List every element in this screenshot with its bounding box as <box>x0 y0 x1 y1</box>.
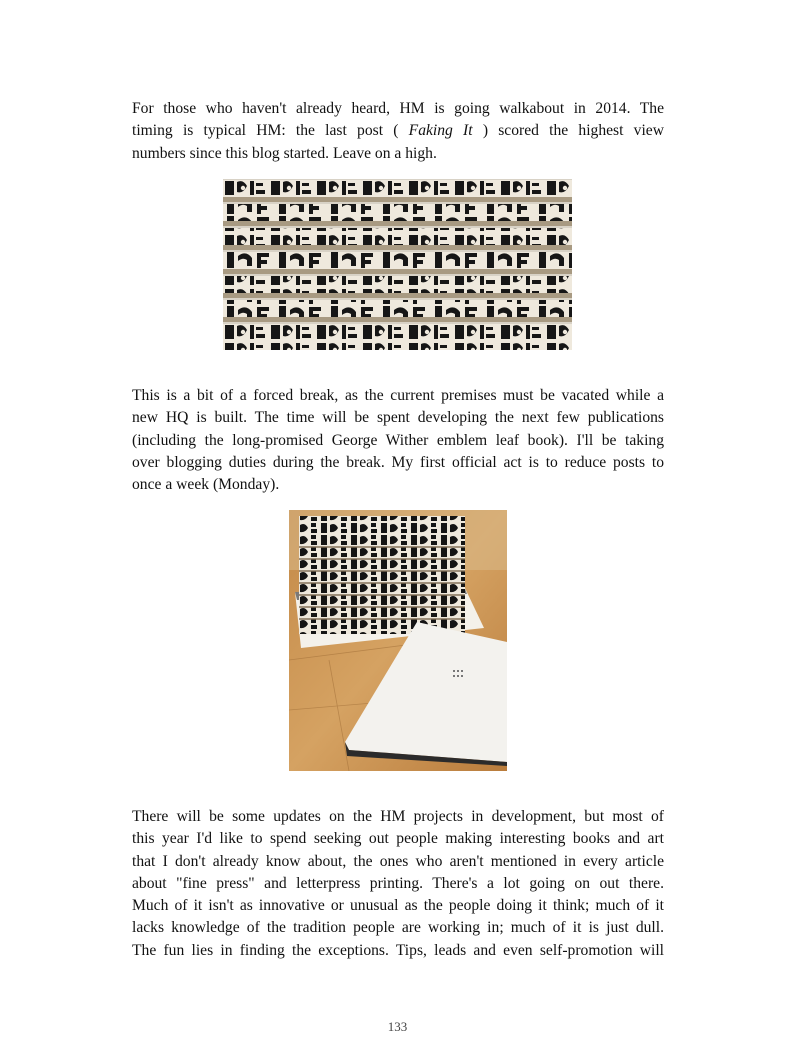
text-line: This is a bit of a forced break, as the current premises must be vacated while a <box>132 387 664 404</box>
text-line: For those who haven't already heard, HM is going walkabout in 2014. The <box>132 100 664 117</box>
stacked-book-spines-drawing <box>223 179 572 350</box>
paragraph-2 <box>132 385 664 496</box>
text-line: this year I'd like to spend seeking out people making interesting books and art <box>132 830 664 848</box>
text-line <box>132 120 664 142</box>
text-line: once a week (Monday). <box>132 476 280 494</box>
book-boxes-on-table-image <box>289 510 507 771</box>
text-fragment: ) scored the highest view <box>482 122 664 140</box>
text-line: Much of it isn't as innovative or unusual as the people doing it think; much of it <box>132 897 664 915</box>
faking-it-link[interactable]: Faking It <box>408 122 473 140</box>
book-boxes-drawing <box>289 510 507 771</box>
text-line: new HQ is built. The time will be spent developing the next few publications <box>132 409 664 427</box>
text-line: There will be some updates on the HM projects in development, but most of <box>132 808 664 825</box>
paragraph-3 <box>132 806 664 962</box>
text-line: lacks knowledge of the tradition people are working in; much of it is just dull. <box>132 919 664 937</box>
text-line: about "fine press" and letterpress printing. There's a lot going on out there. <box>132 874 664 892</box>
text-line: numbers since this blog started. Leave on a high. <box>132 144 437 162</box>
spine-rows <box>223 180 572 350</box>
text-line: over blogging duties during the break. My first official act is to reduce posts to <box>132 453 664 471</box>
page-number: 133 <box>387 1019 408 1034</box>
text-fragment: timing is typical HM: the last post ( <box>132 122 399 140</box>
text-line: (including the long-promised George Wither emblem leaf book). I'll be taking <box>132 431 664 449</box>
text-line: The fun lies in finding the exceptions. Tips, leads and even self-promotion will <box>132 941 664 959</box>
text-line: that I don't already know about, the ones who aren't mentioned in every article <box>132 852 664 870</box>
paragraph-1 <box>132 98 664 165</box>
stacked-book-spines-image <box>223 179 572 350</box>
